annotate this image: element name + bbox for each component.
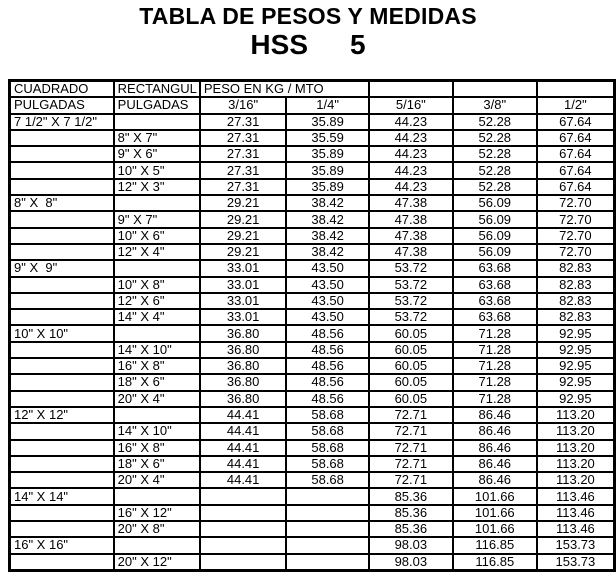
table-row <box>10 260 614 276</box>
peso-cell <box>286 505 369 521</box>
header-empty-cell <box>453 81 537 97</box>
peso-cell: 36.80 <box>200 325 286 341</box>
header-cuadrado-units: PULGADAS <box>10 97 114 113</box>
peso-cell: 67.64 <box>537 162 614 178</box>
peso-cell: 38.42 <box>286 211 369 227</box>
peso-cell: 113.46 <box>537 521 614 537</box>
peso-cell: 85.36 <box>369 505 453 521</box>
peso-cell: 43.50 <box>286 277 369 293</box>
peso-cell: 82.83 <box>537 309 614 325</box>
peso-cell: 47.38 <box>369 195 453 211</box>
table-row <box>10 228 614 244</box>
peso-cell: 35.89 <box>286 114 369 130</box>
peso-cell: 72.71 <box>369 456 453 472</box>
peso-cell <box>286 554 369 570</box>
peso-cell: 36.80 <box>200 374 286 390</box>
rectangular-cell: 16" X 8" <box>114 358 200 374</box>
peso-cell: 33.01 <box>200 260 286 276</box>
peso-cell: 113.20 <box>537 472 614 488</box>
peso-cell: 116.85 <box>453 554 537 570</box>
rectangular-cell: 20" X 8" <box>114 521 200 537</box>
peso-cell: 63.68 <box>453 277 537 293</box>
peso-cell: 72.71 <box>369 440 453 456</box>
cuadrado-cell <box>10 521 114 537</box>
peso-cell: 71.28 <box>453 374 537 390</box>
cuadrado-cell <box>10 374 114 390</box>
table-row <box>10 358 614 374</box>
cuadrado-cell <box>10 277 114 293</box>
peso-cell: 67.64 <box>537 179 614 195</box>
table-row <box>10 162 614 178</box>
peso-cell: 29.21 <box>200 211 286 227</box>
peso-cell: 71.28 <box>453 325 537 341</box>
rectangular-cell <box>114 488 200 504</box>
rectangular-cell: 20" X 4" <box>114 391 200 407</box>
peso-cell: 92.95 <box>537 342 614 358</box>
peso-cell: 36.80 <box>200 358 286 374</box>
peso-cell: 71.28 <box>453 391 537 407</box>
table-row <box>10 505 614 521</box>
peso-cell: 92.95 <box>537 374 614 390</box>
table-row <box>10 195 614 211</box>
peso-cell: 92.95 <box>537 325 614 341</box>
cuadrado-cell: 14" X 14" <box>10 488 114 504</box>
peso-cell: 27.31 <box>200 179 286 195</box>
peso-cell: 53.72 <box>369 309 453 325</box>
peso-cell: 38.42 <box>286 195 369 211</box>
peso-cell: 48.56 <box>286 391 369 407</box>
table-row <box>10 407 614 423</box>
peso-cell: 86.46 <box>453 456 537 472</box>
cuadrado-cell: 9" X 9" <box>10 260 114 276</box>
peso-cell: 86.46 <box>453 423 537 439</box>
peso-cell: 48.56 <box>286 358 369 374</box>
peso-cell: 72.70 <box>537 211 614 227</box>
peso-cell: 98.03 <box>369 537 453 553</box>
rectangular-cell <box>114 537 200 553</box>
peso-cell: 67.64 <box>537 114 614 130</box>
table-row <box>10 456 614 472</box>
header-empty-cell <box>369 81 453 97</box>
header-row-2 <box>10 97 614 113</box>
peso-cell: 33.01 <box>200 293 286 309</box>
peso-cell: 52.28 <box>453 179 537 195</box>
peso-cell: 52.28 <box>453 130 537 146</box>
peso-cell: 92.95 <box>537 391 614 407</box>
table-row <box>10 325 614 341</box>
peso-cell: 116.85 <box>453 537 537 553</box>
table-row <box>10 146 614 162</box>
header-thickness-3-16: 3/16" <box>200 97 286 113</box>
peso-cell: 86.46 <box>453 407 537 423</box>
header-thickness-1-2: 1/2" <box>537 97 614 113</box>
peso-cell: 58.68 <box>286 407 369 423</box>
peso-cell: 38.42 <box>286 228 369 244</box>
peso-cell: 33.01 <box>200 277 286 293</box>
cuadrado-cell <box>10 505 114 521</box>
page-title: TABLA DE PESOS Y MEDIDAS <box>139 3 477 29</box>
peso-cell: 72.70 <box>537 195 614 211</box>
peso-cell: 44.23 <box>369 179 453 195</box>
peso-cell: 44.23 <box>369 114 453 130</box>
rectangular-cell: 14" X 4" <box>114 309 200 325</box>
peso-cell: 60.05 <box>369 342 453 358</box>
peso-cell: 67.64 <box>537 146 614 162</box>
peso-cell: 113.46 <box>537 505 614 521</box>
peso-cell: 153.73 <box>537 554 614 570</box>
peso-cell <box>200 505 286 521</box>
table-row <box>10 374 614 390</box>
rectangular-cell <box>114 195 200 211</box>
peso-cell: 56.09 <box>453 195 537 211</box>
peso-cell: 71.28 <box>453 358 537 374</box>
table-row <box>10 293 614 309</box>
rectangular-cell: 18" X 6" <box>114 374 200 390</box>
page-subtitle <box>0 31 616 59</box>
peso-cell: 72.71 <box>369 472 453 488</box>
table-row <box>10 521 614 537</box>
peso-cell: 29.21 <box>200 244 286 260</box>
peso-cell: 47.38 <box>369 244 453 260</box>
rectangular-cell: 16" X 8" <box>114 440 200 456</box>
peso-cell: 44.41 <box>200 423 286 439</box>
peso-cell: 44.41 <box>200 472 286 488</box>
peso-cell: 43.50 <box>286 293 369 309</box>
rectangular-cell: 14" X 10" <box>114 423 200 439</box>
peso-cell: 86.46 <box>453 440 537 456</box>
table-body <box>10 81 614 570</box>
peso-cell: 85.36 <box>369 488 453 504</box>
peso-cell: 56.09 <box>453 244 537 260</box>
peso-cell: 72.70 <box>537 244 614 260</box>
rectangular-cell <box>114 114 200 130</box>
peso-cell: 44.23 <box>369 162 453 178</box>
peso-cell: 86.46 <box>453 472 537 488</box>
rectangular-cell: 9" X 7" <box>114 211 200 227</box>
peso-cell: 52.28 <box>453 162 537 178</box>
rectangular-cell: 10" X 5" <box>114 162 200 178</box>
table-row <box>10 130 614 146</box>
peso-cell: 63.68 <box>453 293 537 309</box>
rectangular-cell: 12" X 6" <box>114 293 200 309</box>
cuadrado-cell: 12" X 12" <box>10 407 114 423</box>
subtitle-code: HSS <box>250 29 308 60</box>
peso-cell: 98.03 <box>369 554 453 570</box>
peso-cell: 44.41 <box>200 456 286 472</box>
peso-cell: 29.21 <box>200 228 286 244</box>
rectangular-cell: 18" X 6" <box>114 456 200 472</box>
peso-cell: 36.80 <box>200 391 286 407</box>
peso-cell: 101.66 <box>453 488 537 504</box>
peso-cell: 44.41 <box>200 440 286 456</box>
peso-cell: 27.31 <box>200 162 286 178</box>
peso-cell: 60.05 <box>369 374 453 390</box>
rectangular-cell: 8" X 7" <box>114 130 200 146</box>
peso-cell: 47.38 <box>369 228 453 244</box>
cuadrado-cell <box>10 456 114 472</box>
header-rectangular-units: PULGADAS <box>114 97 200 113</box>
peso-cell: 35.89 <box>286 162 369 178</box>
peso-cell: 56.09 <box>453 228 537 244</box>
peso-cell: 47.38 <box>369 211 453 227</box>
peso-cell: 63.68 <box>453 309 537 325</box>
rectangular-cell <box>114 260 200 276</box>
peso-cell: 113.20 <box>537 456 614 472</box>
peso-cell: 71.28 <box>453 342 537 358</box>
rectangular-cell: 12" X 3" <box>114 179 200 195</box>
header-cuadrado: CUADRADO <box>10 81 114 97</box>
peso-cell: 48.56 <box>286 374 369 390</box>
cuadrado-cell <box>10 309 114 325</box>
table-row <box>10 211 614 227</box>
peso-cell: 35.89 <box>286 146 369 162</box>
cuadrado-cell <box>10 358 114 374</box>
peso-cell: 60.05 <box>369 358 453 374</box>
table-row <box>10 440 614 456</box>
peso-cell: 48.56 <box>286 325 369 341</box>
rectangular-cell <box>114 407 200 423</box>
header-peso: PESO EN KG / MTO <box>200 81 369 97</box>
rectangular-cell: 9" X 6" <box>114 146 200 162</box>
peso-cell: 29.21 <box>200 195 286 211</box>
table-row <box>10 391 614 407</box>
cuadrado-cell <box>10 423 114 439</box>
peso-cell: 33.01 <box>200 309 286 325</box>
table-row <box>10 244 614 260</box>
rectangular-cell: 10" X 6" <box>114 228 200 244</box>
peso-cell: 63.68 <box>453 260 537 276</box>
peso-cell: 113.46 <box>537 488 614 504</box>
table-row <box>10 277 614 293</box>
peso-cell <box>200 521 286 537</box>
subtitle-number: 5 <box>350 29 366 60</box>
peso-cell: 58.68 <box>286 456 369 472</box>
peso-cell: 52.28 <box>453 114 537 130</box>
cuadrado-cell <box>10 211 114 227</box>
cuadrado-cell <box>10 244 114 260</box>
table-row <box>10 342 614 358</box>
table-row <box>10 309 614 325</box>
peso-cell: 113.20 <box>537 423 614 439</box>
rectangular-cell: 14" X 10" <box>114 342 200 358</box>
peso-cell: 113.20 <box>537 440 614 456</box>
header-rectangular: RECTANGUL <box>114 81 200 97</box>
peso-cell <box>200 488 286 504</box>
table-row <box>10 488 614 504</box>
peso-cell: 38.42 <box>286 244 369 260</box>
cuadrado-cell: 10" X 10" <box>10 325 114 341</box>
rectangular-cell: 20" X 4" <box>114 472 200 488</box>
peso-cell: 44.41 <box>200 407 286 423</box>
header-thickness-3-8: 3/8" <box>453 97 537 113</box>
peso-cell: 101.66 <box>453 505 537 521</box>
peso-cell <box>200 554 286 570</box>
peso-cell: 82.83 <box>537 260 614 276</box>
peso-cell <box>286 488 369 504</box>
cuadrado-cell <box>10 130 114 146</box>
header-thickness-5-16: 5/16" <box>369 97 453 113</box>
cuadrado-cell <box>10 228 114 244</box>
peso-cell: 52.28 <box>453 146 537 162</box>
cuadrado-cell <box>10 293 114 309</box>
peso-cell: 27.31 <box>200 130 286 146</box>
peso-cell: 53.72 <box>369 293 453 309</box>
peso-cell <box>286 521 369 537</box>
peso-cell: 58.68 <box>286 472 369 488</box>
rectangular-cell: 20" X 12" <box>114 554 200 570</box>
cuadrado-cell <box>10 342 114 358</box>
peso-cell: 72.71 <box>369 423 453 439</box>
peso-cell: 48.56 <box>286 342 369 358</box>
peso-cell: 36.80 <box>200 342 286 358</box>
peso-cell: 60.05 <box>369 391 453 407</box>
peso-cell: 85.36 <box>369 521 453 537</box>
table-row <box>10 537 614 553</box>
cuadrado-cell: 16" X 16" <box>10 537 114 553</box>
cuadrado-cell: 7 1/2" X 7 1/2" <box>10 114 114 130</box>
table-row <box>10 554 614 570</box>
peso-cell: 67.64 <box>537 130 614 146</box>
peso-cell: 44.23 <box>369 130 453 146</box>
peso-cell: 72.70 <box>537 228 614 244</box>
peso-cell: 58.68 <box>286 423 369 439</box>
rectangular-cell <box>114 325 200 341</box>
peso-cell: 153.73 <box>537 537 614 553</box>
rectangular-cell: 10" X 8" <box>114 277 200 293</box>
table-row <box>10 472 614 488</box>
cuadrado-cell <box>10 440 114 456</box>
cuadrado-cell <box>10 179 114 195</box>
cuadrado-cell: 8" X 8" <box>10 195 114 211</box>
cuadrado-cell <box>10 472 114 488</box>
cuadrado-cell <box>10 554 114 570</box>
peso-cell: 60.05 <box>369 325 453 341</box>
peso-cell: 101.66 <box>453 521 537 537</box>
header-thickness-1-4: 1/4" <box>286 97 369 113</box>
peso-cell: 53.72 <box>369 277 453 293</box>
rectangular-cell: 16" X 12" <box>114 505 200 521</box>
rectangular-cell: 12" X 4" <box>114 244 200 260</box>
header-empty-cell <box>537 81 614 97</box>
peso-cell: 35.59 <box>286 130 369 146</box>
peso-cell: 82.83 <box>537 277 614 293</box>
page-root <box>0 3 616 569</box>
peso-cell: 82.83 <box>537 293 614 309</box>
header-row-1 <box>10 81 614 97</box>
peso-cell: 43.50 <box>286 309 369 325</box>
peso-cell: 27.31 <box>200 114 286 130</box>
peso-cell: 56.09 <box>453 211 537 227</box>
table-row <box>10 114 614 130</box>
cuadrado-cell <box>10 162 114 178</box>
peso-cell: 35.89 <box>286 179 369 195</box>
peso-cell: 44.23 <box>369 146 453 162</box>
peso-cell: 113.20 <box>537 407 614 423</box>
peso-cell <box>286 537 369 553</box>
peso-cell: 72.71 <box>369 407 453 423</box>
cuadrado-cell <box>10 391 114 407</box>
peso-cell: 58.68 <box>286 440 369 456</box>
cuadrado-cell <box>10 146 114 162</box>
peso-cell: 53.72 <box>369 260 453 276</box>
table-row <box>10 179 614 195</box>
weights-table <box>8 79 616 572</box>
peso-cell: 43.50 <box>286 260 369 276</box>
table-row <box>10 423 614 439</box>
peso-cell: 92.95 <box>537 358 614 374</box>
peso-cell <box>200 537 286 553</box>
peso-cell: 27.31 <box>200 146 286 162</box>
